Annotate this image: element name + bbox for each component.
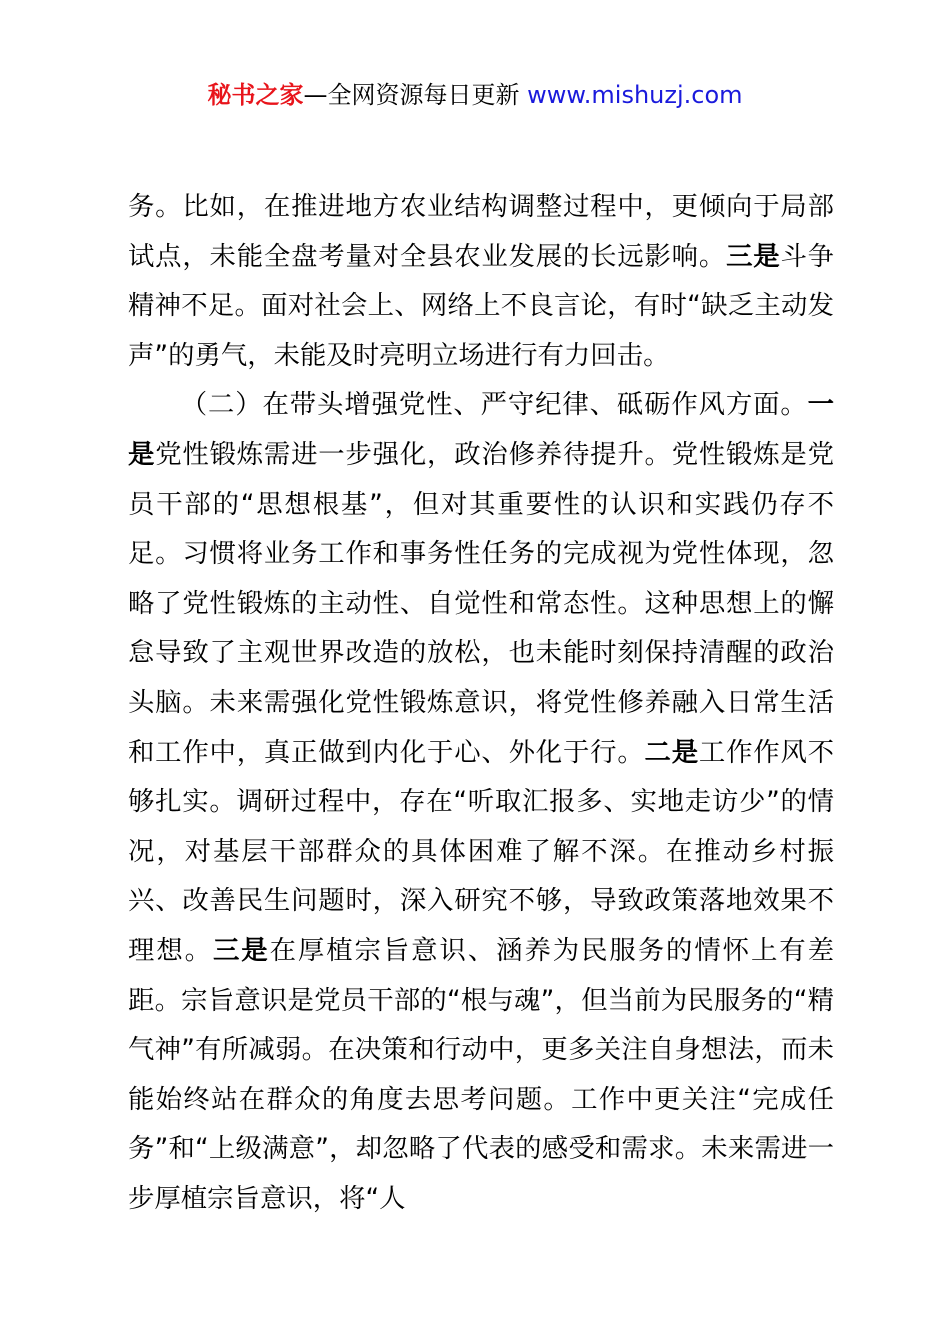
text-segment-bold: 二是 xyxy=(644,736,699,768)
site-url[interactable]: www.mishuzj.com xyxy=(527,81,743,109)
paragraph-section-two xyxy=(128,380,834,1223)
text-segment-bold: 三是 xyxy=(212,934,270,966)
text-segment: 斗争精神不足。面对社会上、网络上不良言论，有时“缺乏主动发声”的勇气，未能及时亮明立场进行有力回击。 xyxy=(128,240,835,371)
document-body xyxy=(128,182,834,1223)
text-segment: 党性锻炼需进一步强化，政治修养待提升。党性锻炼是党员干部的“思想根基”，但对其重要性的认识和实践仍存不足。习惯将业务工作和事务性任务的完成视为党性体现，忽略了党性锻炼的主动性、自觉性和常态性。这种思想上的懈怠导致了主观世界改造的放松，也未能时刻保持清醒的政治头脑。未来需强化党性锻炼意识，将党性修养融入日常生活和工作中，真正做到内化于心、外化于行。 xyxy=(128,438,835,768)
section-heading: （二）在带头增强党性、严守纪律、砥砺作风方面。 xyxy=(180,389,808,421)
text-segment: 在厚植宗旨意识、涵养为民服务的情怀上有差距。宗旨意识是党员干部的“根与魂”，但当前为民服务的“精气神”有所减弱。在决策和行动中，更多关注自身想法，而未能始终站在群众的角度去思考问题。工作中更关注“完成任务”和“上级满意”，却忽略了代表的感受和需求。未来需进一步厚植宗旨意识，将“人 xyxy=(128,934,835,1214)
text-segment: 务。比如，在推进地方农业结构调整过程中，更倾向于局部试点，未能全盘考量对全县农业发展的长远影响。 xyxy=(128,191,834,272)
text-segment: 工作作风不够扎实。调研过程中，存在“听取汇报多、实地走访少”的情况，对基层干部群众的具体困难了解不深。在推动乡村振兴、改善民生问题时，深入研究不够，导致政策落地效果不理想。 xyxy=(128,736,835,966)
site-header xyxy=(0,78,950,112)
paragraph-continued xyxy=(128,182,834,380)
site-tagline: —全网资源每日更新 xyxy=(303,81,528,109)
brand-name: 秘书之家 xyxy=(207,81,304,109)
text-segment-bold: 一是 xyxy=(128,389,834,470)
text-segment-bold: 三是 xyxy=(726,240,781,272)
